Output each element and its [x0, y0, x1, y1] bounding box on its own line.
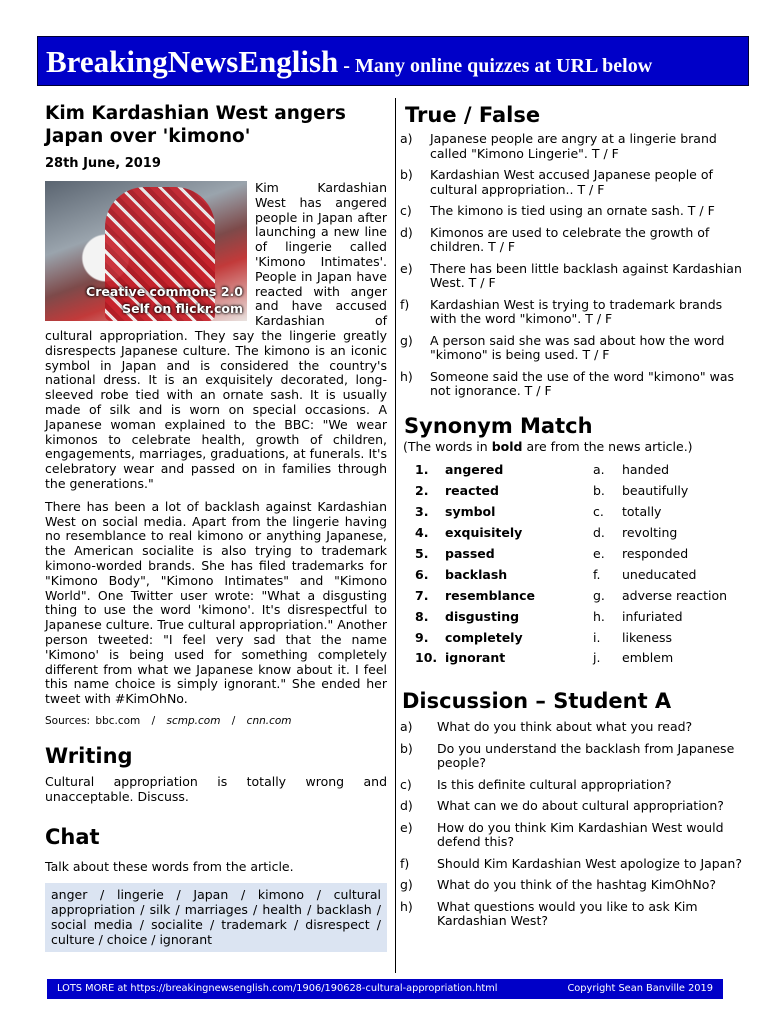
discussion-item	[400, 857, 745, 872]
discussion-item	[400, 878, 745, 893]
true-false-item	[400, 298, 745, 327]
right-column	[400, 102, 745, 936]
synonym-word: reacted	[445, 483, 499, 499]
synonym-letter: g.	[593, 587, 605, 603]
synonym-letter: b.	[593, 483, 605, 499]
item-letter: a)	[400, 719, 413, 735]
source-link[interactable]: scmp.com	[166, 714, 221, 727]
synonym-letter: f.	[593, 566, 601, 582]
synonym-word: completely	[445, 629, 523, 645]
synonym-row	[415, 460, 727, 481]
synonym-row	[415, 543, 727, 564]
footer-copyright: Copyright Sean Banville 2019	[567, 983, 713, 994]
article-date: 28th June, 2019	[45, 156, 161, 171]
source-link[interactable]: bbc.com	[95, 714, 141, 727]
synonym-row	[415, 480, 727, 501]
item-letter: c)	[400, 776, 412, 792]
article-paragraph-2: There has been a lot of backlash against Kardashian West on social media. Apart from the lingerie having no resemblance to real kimono or anything Japanese, the American socialite is also trying to trademark kimono-worded brands. She has filed trademarks for "Kimono Body", "Kimono Intimates" and "Kimono World". One Twitter user wrote: "What a disgusting thing to use the word 'kimono'. It's disrespectful to Japanese culture. True cultural appropriation." Another person tweeted: "I feel very sad that the name 'Kimono' is being used for something completely different from what we Japanese know about it. I feel this name choice is simply ignorant." She ended her tweet with #KimOhNo.	[45, 498, 387, 707]
discussion-heading: Discussion – Student A	[402, 689, 672, 714]
synonym-match: handed	[622, 462, 670, 478]
synonym-match: uneducated	[622, 566, 697, 582]
item-text: What do you think of the hashtag KimOhNo?	[437, 877, 716, 893]
item-letter: b)	[400, 167, 413, 182]
item-letter: g)	[400, 877, 413, 893]
synonym-number: 10.	[415, 650, 438, 666]
item-letter: d)	[400, 798, 413, 814]
item-text: There has been little backlash against Kardashian West. T / F	[430, 260, 742, 290]
discussion-item	[400, 720, 745, 735]
item-letter: c)	[400, 203, 412, 218]
column-divider	[395, 98, 396, 973]
synonym-number: 9.	[415, 629, 429, 645]
kimono-photo	[45, 181, 247, 321]
synonym-number: 3.	[415, 504, 429, 520]
item-text: A person said she was sad about how the word "kimono" is being used. T / F	[430, 332, 725, 362]
synonym-word: ignorant	[445, 650, 506, 666]
true-false-heading: True / False	[405, 103, 541, 127]
synonym-number: 5.	[415, 546, 429, 561]
synonym-number: 1.	[415, 462, 429, 478]
discussion-list	[400, 720, 745, 929]
synonym-match: totally	[622, 504, 662, 520]
synonym-match: infuriated	[622, 608, 683, 624]
synonym-word: symbol	[445, 504, 496, 520]
item-text: What do you think about what you read?	[437, 719, 693, 735]
synonym-row	[415, 648, 727, 669]
footer-bar	[47, 979, 723, 999]
synonym-match: likeness	[622, 629, 673, 645]
writing-prompt: Cultural appropriation is totally wrong and unacceptable. Discuss.	[45, 773, 387, 804]
synonym-note	[403, 439, 745, 454]
synonym-match: beautifully	[622, 483, 689, 499]
item-text: Someone said the use of the word "kimono" was not ignorance. T / F	[430, 368, 735, 398]
synonym-match: emblem	[622, 650, 674, 666]
true-false-item	[400, 370, 745, 399]
discussion-item	[400, 778, 745, 793]
synonym-number: 8.	[415, 608, 429, 624]
left-column	[45, 102, 387, 952]
true-false-item	[400, 168, 745, 197]
true-false-item	[400, 262, 745, 291]
writing-heading: Writing	[45, 743, 133, 768]
synonym-word: resemblance	[445, 587, 536, 603]
brand-name: BreakingNewsEnglish	[46, 44, 339, 79]
synonym-letter: i.	[593, 629, 601, 645]
item-letter: e)	[400, 260, 413, 276]
item-text: Should Kim Kardashian West apologize to Japan?	[437, 855, 742, 871]
discussion-item	[400, 799, 745, 814]
item-letter: d)	[400, 224, 413, 240]
synonym-row	[415, 501, 727, 522]
synonym-letter: j.	[593, 650, 601, 666]
synonym-word: exquisitely	[445, 525, 523, 541]
synonym-match: responded	[622, 546, 689, 561]
synonym-word: disgusting	[445, 608, 520, 624]
item-text: Kardashian West is trying to trademark brands with the word "kimono". T / F	[430, 296, 723, 326]
item-text: Kardashian West accused Japanese people of cultural appropriation.. T / F	[430, 167, 713, 197]
item-text: How do you think Kim Kardashian West would defend this?	[437, 819, 724, 850]
item-letter: b)	[400, 740, 413, 756]
true-false-item	[400, 226, 745, 255]
synonym-row	[415, 522, 727, 543]
discussion-item	[400, 821, 745, 850]
synonym-match: revolting	[622, 525, 678, 541]
article-title: Kim Kardashian West angers Japan over 'kimono'	[45, 103, 346, 147]
item-text: What questions would you like to ask Kim Kardashian West?	[437, 898, 698, 929]
source-separator: /	[151, 714, 156, 727]
item-letter: h)	[400, 368, 413, 384]
true-false-item	[400, 132, 745, 161]
sources-line	[45, 715, 387, 727]
banner-tagline: - Many online quizzes at URL below	[338, 55, 653, 77]
synonym-word: passed	[445, 546, 495, 561]
sources-label: Sources:	[45, 714, 91, 727]
item-text: Kimonos are used to celebrate the growth of children. T / F	[430, 224, 710, 254]
synonym-letter: c.	[593, 504, 604, 520]
synonym-note-post: are from the news article.)	[522, 438, 693, 454]
synonym-number: 2.	[415, 483, 429, 499]
item-letter: h)	[400, 898, 413, 914]
synonym-row	[415, 606, 727, 627]
item-letter: a)	[400, 131, 413, 146]
synonym-number: 4.	[415, 525, 429, 541]
synonym-letter: a.	[593, 462, 605, 478]
item-text: Japanese people are angry at a lingerie brand called "Kimono Lingerie". T / F	[430, 131, 717, 161]
item-letter: e)	[400, 819, 413, 835]
source-link[interactable]: cnn.com	[246, 714, 292, 727]
synonym-word: angered	[445, 462, 504, 478]
chat-word-box: anger / lingerie / Japan / kimono / cultural appropriation / silk / marriages / health / backlash / social media / socialite / trademark / disrespect / culture / choice / ignorant	[45, 883, 387, 952]
article-paragraph-1: Kim Kardashian West has angered people in Japan after launching a new line of lingerie called 'Kimono Intimates'. People in Japan have reacted with anger and have accused Kardashian of cultural appropriation. They say the lingerie greatly disrespects Japanese culture. The kimono is an iconic symbol in Japan and is considered the country's national dress. It is an exquisitely decorated, long-sleeved robe tied with an ornate sash. It is usually made of silk and is worn on special occasions. A Japanese woman explained to the BBC: "We wear kimonos to celebrate health, growth of children, engagements, marriages, graduations, at funerals. It's celebratory wear and passed on in families through the generations."	[45, 180, 387, 491]
synonym-note-bold: bold	[491, 438, 523, 454]
item-text: Is this definite cultural appropriation?	[437, 776, 672, 792]
synonym-table	[415, 460, 727, 669]
synonym-row	[415, 585, 727, 606]
item-letter: g)	[400, 332, 413, 348]
synonym-row	[415, 564, 727, 585]
synonym-word: backlash	[445, 566, 508, 582]
item-text: Do you understand the backlash from Japanese people?	[437, 740, 735, 771]
true-false-item	[400, 204, 745, 219]
photo-credit-license: Creative commons 2.0	[86, 284, 243, 299]
discussion-item	[400, 742, 745, 771]
discussion-item	[400, 900, 745, 929]
synonym-letter: d.	[593, 525, 605, 541]
site-banner	[37, 36, 749, 86]
item-letter: f)	[400, 296, 410, 312]
photo-credit	[86, 283, 243, 317]
source-separator: /	[231, 714, 236, 727]
synonym-note-pre: (The words in	[403, 438, 492, 454]
footer-url[interactable]: LOTS MORE at https://breakingnewsenglish.com/1906/190628-cultural-appropriation.html	[57, 983, 498, 994]
synonym-number: 6.	[415, 566, 429, 582]
item-letter: f)	[400, 855, 410, 871]
photo-credit-source: Self on flickr.com	[122, 301, 243, 316]
chat-heading: Chat	[45, 825, 100, 850]
synonym-letter: e.	[593, 546, 605, 561]
item-text: The kimono is tied using an ornate sash. T / F	[430, 203, 715, 218]
true-false-item	[400, 334, 745, 363]
synonym-match: adverse reaction	[622, 587, 728, 603]
chat-intro: Talk about these words from the article.	[45, 859, 294, 875]
synonym-heading: Synonym Match	[404, 413, 593, 438]
item-text: What can we do about cultural appropriation?	[437, 798, 724, 814]
synonym-number: 7.	[415, 587, 429, 603]
synonym-row	[415, 627, 727, 648]
true-false-list	[400, 132, 745, 399]
synonym-letter: h.	[593, 608, 605, 624]
